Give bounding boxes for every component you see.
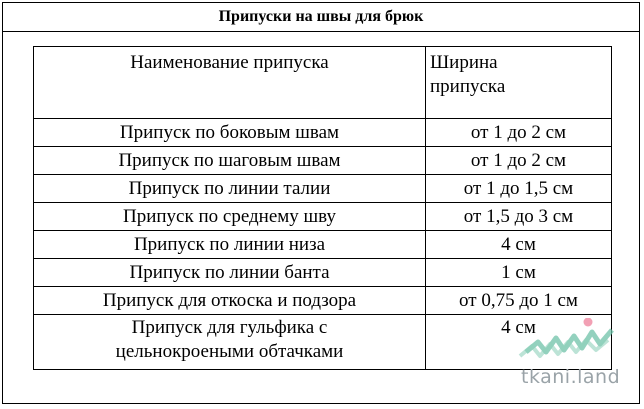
header-row (34, 47, 612, 119)
table-row (34, 119, 612, 147)
table-row (34, 203, 612, 231)
row-name: Припуск для откоска и подзора (34, 287, 426, 315)
row-value: от 1 до 2 см (426, 147, 612, 175)
header-allowance-width (426, 47, 612, 119)
watermark-text: tkani.land (521, 366, 621, 388)
row-value: 4 см (426, 231, 612, 259)
row-name: Припуск по линии талии (34, 175, 426, 203)
row-name: Припуск по линии низа (34, 231, 426, 259)
row-value: от 0,75 до 1 см (426, 287, 612, 315)
row-value: 1 см (426, 259, 612, 287)
logo-dot-pink (584, 318, 593, 327)
table-row (34, 231, 612, 259)
row-name: Припуск по шаговым швам (34, 147, 426, 175)
table-row (34, 259, 612, 287)
row-name: Припуск по среднему шву (34, 203, 426, 231)
table-row (34, 175, 612, 203)
row-value: от 1 до 2 см (426, 119, 612, 147)
logo-wave-front (520, 340, 608, 356)
table-title: Припуски на швы для брюк (3, 3, 639, 32)
table-row (34, 147, 612, 175)
header-width-line2: припуска (430, 76, 506, 97)
table-row (34, 287, 612, 315)
row-value: от 1,5 до 3 см (426, 203, 612, 231)
row-name-line1: Припуск для гульфика с (131, 317, 328, 338)
row-name: Припуск по боковым швам (34, 119, 426, 147)
row-name-line2: цельнокроеными обтачками (115, 341, 344, 362)
row-value: 4 см (426, 315, 612, 370)
header-width-line1: Ширина (430, 52, 498, 73)
row-name: Припуск по линии банта (34, 259, 426, 287)
header-allowance-name: Наименование припуска (34, 47, 426, 119)
row-name (34, 315, 426, 370)
row-value: от 1 до 1,5 см (426, 175, 612, 203)
